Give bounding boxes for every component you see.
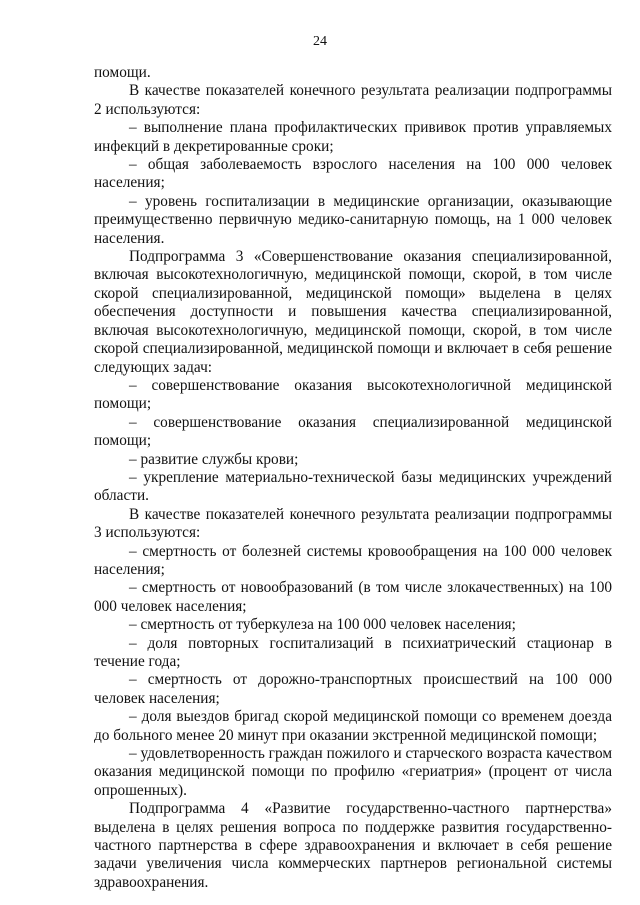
paragraph: – совершенствование оказания специализированной медицинской помощи; bbox=[94, 413, 612, 450]
paragraph: – смертность от дорожно-транспортных происшествий на 100 000 человек населения; bbox=[94, 671, 612, 707]
paragraph: В качестве показателей конечного результата реализации подпрограммы 2 используются: bbox=[94, 82, 612, 118]
paragraph: – удовлетворенность граждан пожилого и старческого возраста качеством оказания медицинской помощи по профилю «гериатрия» (процент от числа опрошенных). bbox=[94, 745, 612, 799]
paragraph: – совершенствование оказания высокотехнологичной медицинской помощи; bbox=[94, 376, 612, 413]
paragraph: – развитие службы крови; bbox=[129, 450, 299, 468]
paragraph: помощи. bbox=[94, 64, 151, 81]
paragraph: В качестве показателей конечного результата реализации подпрограммы 3 используются: bbox=[94, 505, 612, 542]
paragraph: – доля выездов бригад скорой медицинской помощи со временем доезда до больного менее 20 минут при оказании экстренной медицинской помощи; bbox=[94, 708, 612, 744]
paragraph: – укрепление материально-технической базы медицинских учреждений области. bbox=[94, 468, 612, 505]
page-number: 24 bbox=[313, 34, 327, 49]
paragraph: – уровень госпитализации в медицинские организации, оказывающие преимущественно первичную медико-санитарную помощь, на 1 000 человек населения. bbox=[94, 192, 612, 247]
paragraph: Подпрограмма 3 «Совершенствование оказания специализированной, включая высокотехнологичную, медицинской помощи, скорой, в том числе скорой специализированной, медицинской помощи» выделена в целях обеспечения доступности и повышения качества специализированной, включая высокотехнологичную, медицинской помощи, скорой, в том числе скорой специализированной, медицинской помощи и включает в себя решение следующих задач: bbox=[94, 248, 612, 376]
paragraph: – смертность от новообразований (в том числе злокачественных) на 100 000 человек населения; bbox=[94, 579, 612, 615]
paragraph: – смертность от туберкулеза на 100 000 человек населения; bbox=[129, 616, 516, 634]
paragraph: – общая заболеваемость взрослого населения на 100 000 человек населения; bbox=[94, 156, 612, 192]
paragraph: Подпрограмма 4 «Развитие государственно-частного партнерства» выделена в целях решения вопроса по поддержке развития государственно-частного партнерства в сфере здравоохранения и включает в себя решение задачи увеличения числа коммерческих партнеров региональной системы здравоохранения. bbox=[94, 800, 612, 891]
paragraph: – доля повторных госпитализаций в психиатрический стационар в течение года; bbox=[94, 634, 612, 670]
paragraph: – смертность от болезней системы кровообращения на 100 000 человек населения; bbox=[94, 542, 612, 578]
document-body bbox=[94, 64, 612, 892]
paragraph: – выполнение плана профилактических прививок против управляемых инфекций в декретированные сроки; bbox=[94, 119, 612, 155]
